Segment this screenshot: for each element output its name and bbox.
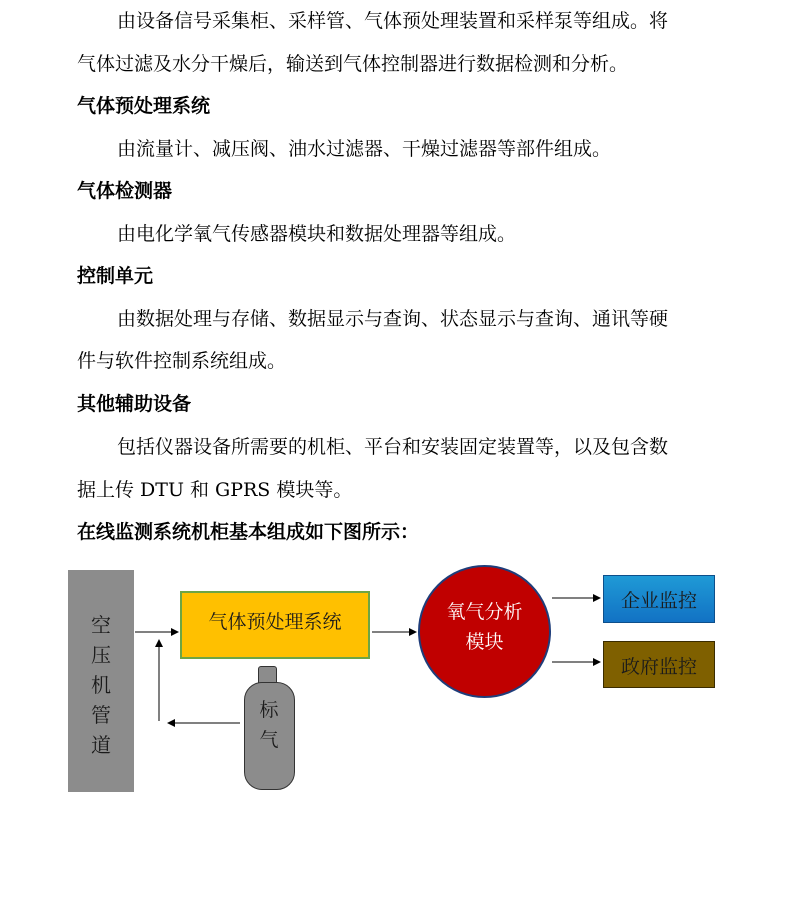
- section-heading-cabinet: 在线监测系统机柜基本组成如下图所示：: [77, 521, 420, 543]
- section-heading-control: 控制单元: [77, 265, 154, 287]
- paragraph-line: 件与软件控制系统组成。: [77, 350, 287, 372]
- government-label: 政府监控: [620, 656, 697, 678]
- paragraph-line: 包括仪器设备所需要的机柜、平台和安装固定装置等，以及包含数: [117, 436, 669, 458]
- system-diagram: [0, 560, 790, 820]
- paragraph-line: 由数据处理与存储、数据显示与查询、状态显示与查询、通讯等硬: [117, 308, 669, 330]
- paragraph-line: 由电化学氧气传感器模块和数据处理器等组成。: [117, 223, 517, 245]
- paragraph-line: 气体过滤及水分干燥后，输送到气体控制器进行数据检测和分析。: [77, 53, 629, 75]
- diagram-arrows: [0, 560, 790, 820]
- pipe-label: 空压机管道: [91, 613, 111, 757]
- paragraph-line: 据上传 DTU 和 GPRS 模块等。: [77, 479, 353, 501]
- standard-gas-label: 标气: [259, 699, 279, 751]
- enterprise-label: 企业监控: [620, 590, 697, 612]
- section-heading-detector: 气体检测器: [77, 180, 173, 202]
- oxygen-module-label: 氧气分析模块: [446, 601, 523, 653]
- pretreatment-label: 气体预处理系统: [208, 611, 342, 633]
- section-heading-pretreatment: 气体预处理系统: [77, 95, 211, 117]
- section-heading-aux: 其他辅助设备: [77, 393, 192, 415]
- paragraph-line: 由设备信号采集柜、采样管、气体预处理装置和采样泵等组成。将: [117, 10, 669, 32]
- paragraph-line: 由流量计、减压阀、油水过滤器、干燥过滤器等部件组成。: [117, 138, 612, 160]
